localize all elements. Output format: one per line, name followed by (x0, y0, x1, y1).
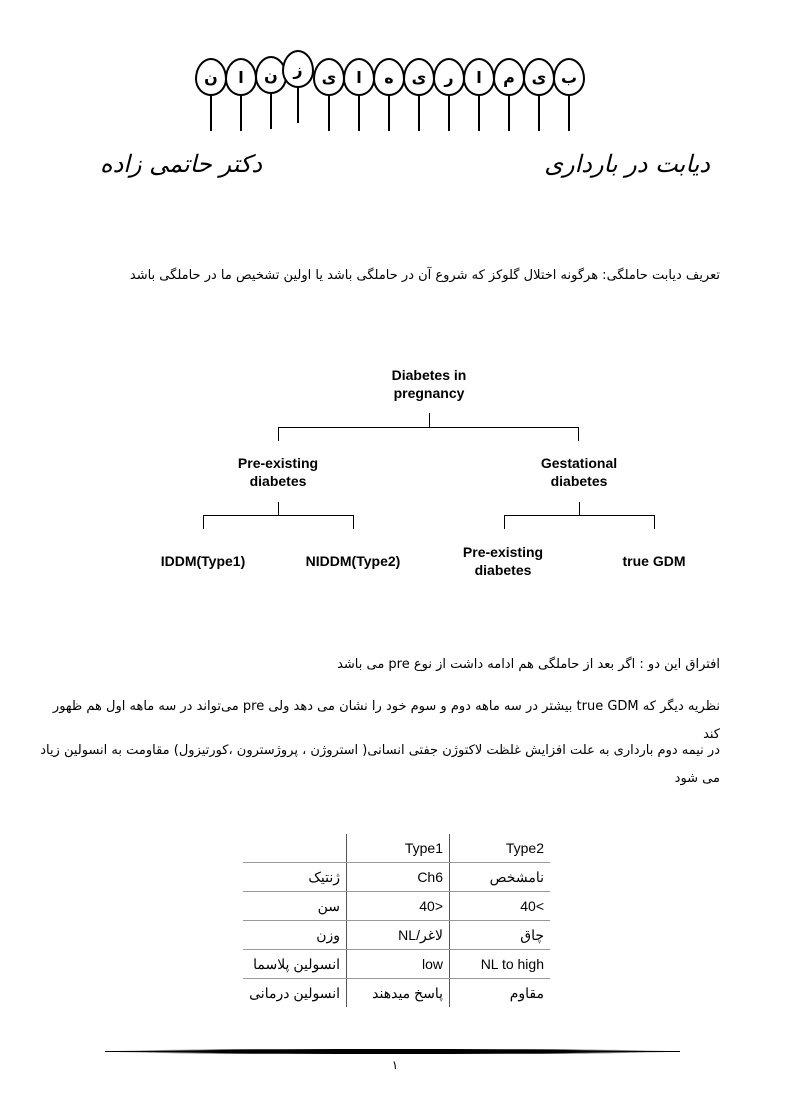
table-cell: انسولین درمانی (243, 979, 347, 1008)
type-comparison-table (243, 834, 550, 1007)
balloon-title-banner (195, 58, 600, 133)
balloon-letter: ا (463, 58, 495, 133)
author-name: دکتر حاتمی زاده (100, 150, 263, 178)
balloon-letter: ی (313, 58, 345, 133)
balloon-letter: ر (433, 58, 465, 133)
table-cell: نامشخص (450, 863, 551, 892)
tree-leaf-niddm: NIDDM(Type2) (305, 553, 401, 569)
table-cell: Ch6 (347, 863, 450, 892)
tree-leaf-iddm: IDDM(Type1) (160, 553, 246, 569)
balloon-letter: ز (282, 50, 314, 125)
table-cell (243, 834, 347, 863)
paragraph-theory: نظریه دیگر که true GDM بیشتر در سه ماهه دوم و سوم خود را نشان می دهد ولی pre می‌تواند در سه ماهه اول هم ظهور کند (52, 699, 720, 742)
table-cell: NL/لاغر (347, 921, 450, 950)
table-cell: انسولین پلاسما (243, 950, 347, 979)
balloon-letter: ی (523, 58, 555, 133)
table-cell: Type2 (450, 834, 551, 863)
balloon-letter: ب (553, 58, 585, 133)
tree-leaf-preexisting: Pre-existing diabetes (462, 544, 544, 578)
table-cell: Type1 (347, 834, 450, 863)
tree-node-gestational: Gestational diabetes (540, 455, 618, 489)
table-cell: NL to high (450, 950, 551, 979)
paragraph-insulin-resistance: در نیمه دوم بارداری به علت افزایش غلظت لاکتوژن جفتی انسانی( استروژن ، پروژسترون ،کورتیزول) مقاومت به انسولین زیاد می شود (40, 743, 720, 786)
table-row (243, 950, 550, 979)
balloon-letter: ن (255, 56, 287, 131)
table-cell: 40< (450, 892, 551, 921)
tree-root: Diabetes in pregnancy (391, 367, 467, 401)
table-cell: وزن (243, 921, 347, 950)
table-row (243, 921, 550, 950)
tree-node-preexisting: Pre-existing diabetes (237, 455, 319, 489)
table-cell: low (347, 950, 450, 979)
footer-rule-line (105, 1051, 680, 1052)
table-cell: پاسخ میدهند (347, 979, 450, 1008)
table-cell: چاق (450, 921, 551, 950)
balloon-letter: ه (373, 58, 405, 133)
balloon-letter: ن (195, 58, 227, 133)
definition-paragraph: تعریف دیابت حاملگی: هرگونه اختلال گلوکز که شروع آن در حاملگی باشد یا اولین تشخیص ما در حاملگی باشد (129, 268, 720, 283)
table-cell: ژنتیک (243, 863, 347, 892)
table-cell: مقاوم (509, 984, 544, 1001)
table-cell: 40> (347, 892, 450, 921)
table-row (243, 892, 550, 921)
paragraph-differentiation: افتراق این دو : اگر بعد از حاملگی هم ادامه داشت از نوع pre می باشد (337, 657, 720, 672)
tree-leaf-true-gdm: true GDM (622, 553, 686, 569)
table-row (243, 979, 550, 1008)
balloon-letter: ی (403, 58, 435, 133)
table-cell: سن (243, 892, 347, 921)
topic-title: دیابت در بارداری (544, 150, 710, 178)
balloon-letter: ا (225, 58, 257, 133)
balloon-letter: م (493, 58, 525, 133)
table-row (243, 863, 550, 892)
page-number: ۱ (391, 1058, 399, 1072)
balloon-letter: ا (343, 58, 375, 133)
table-header-row (243, 834, 550, 863)
